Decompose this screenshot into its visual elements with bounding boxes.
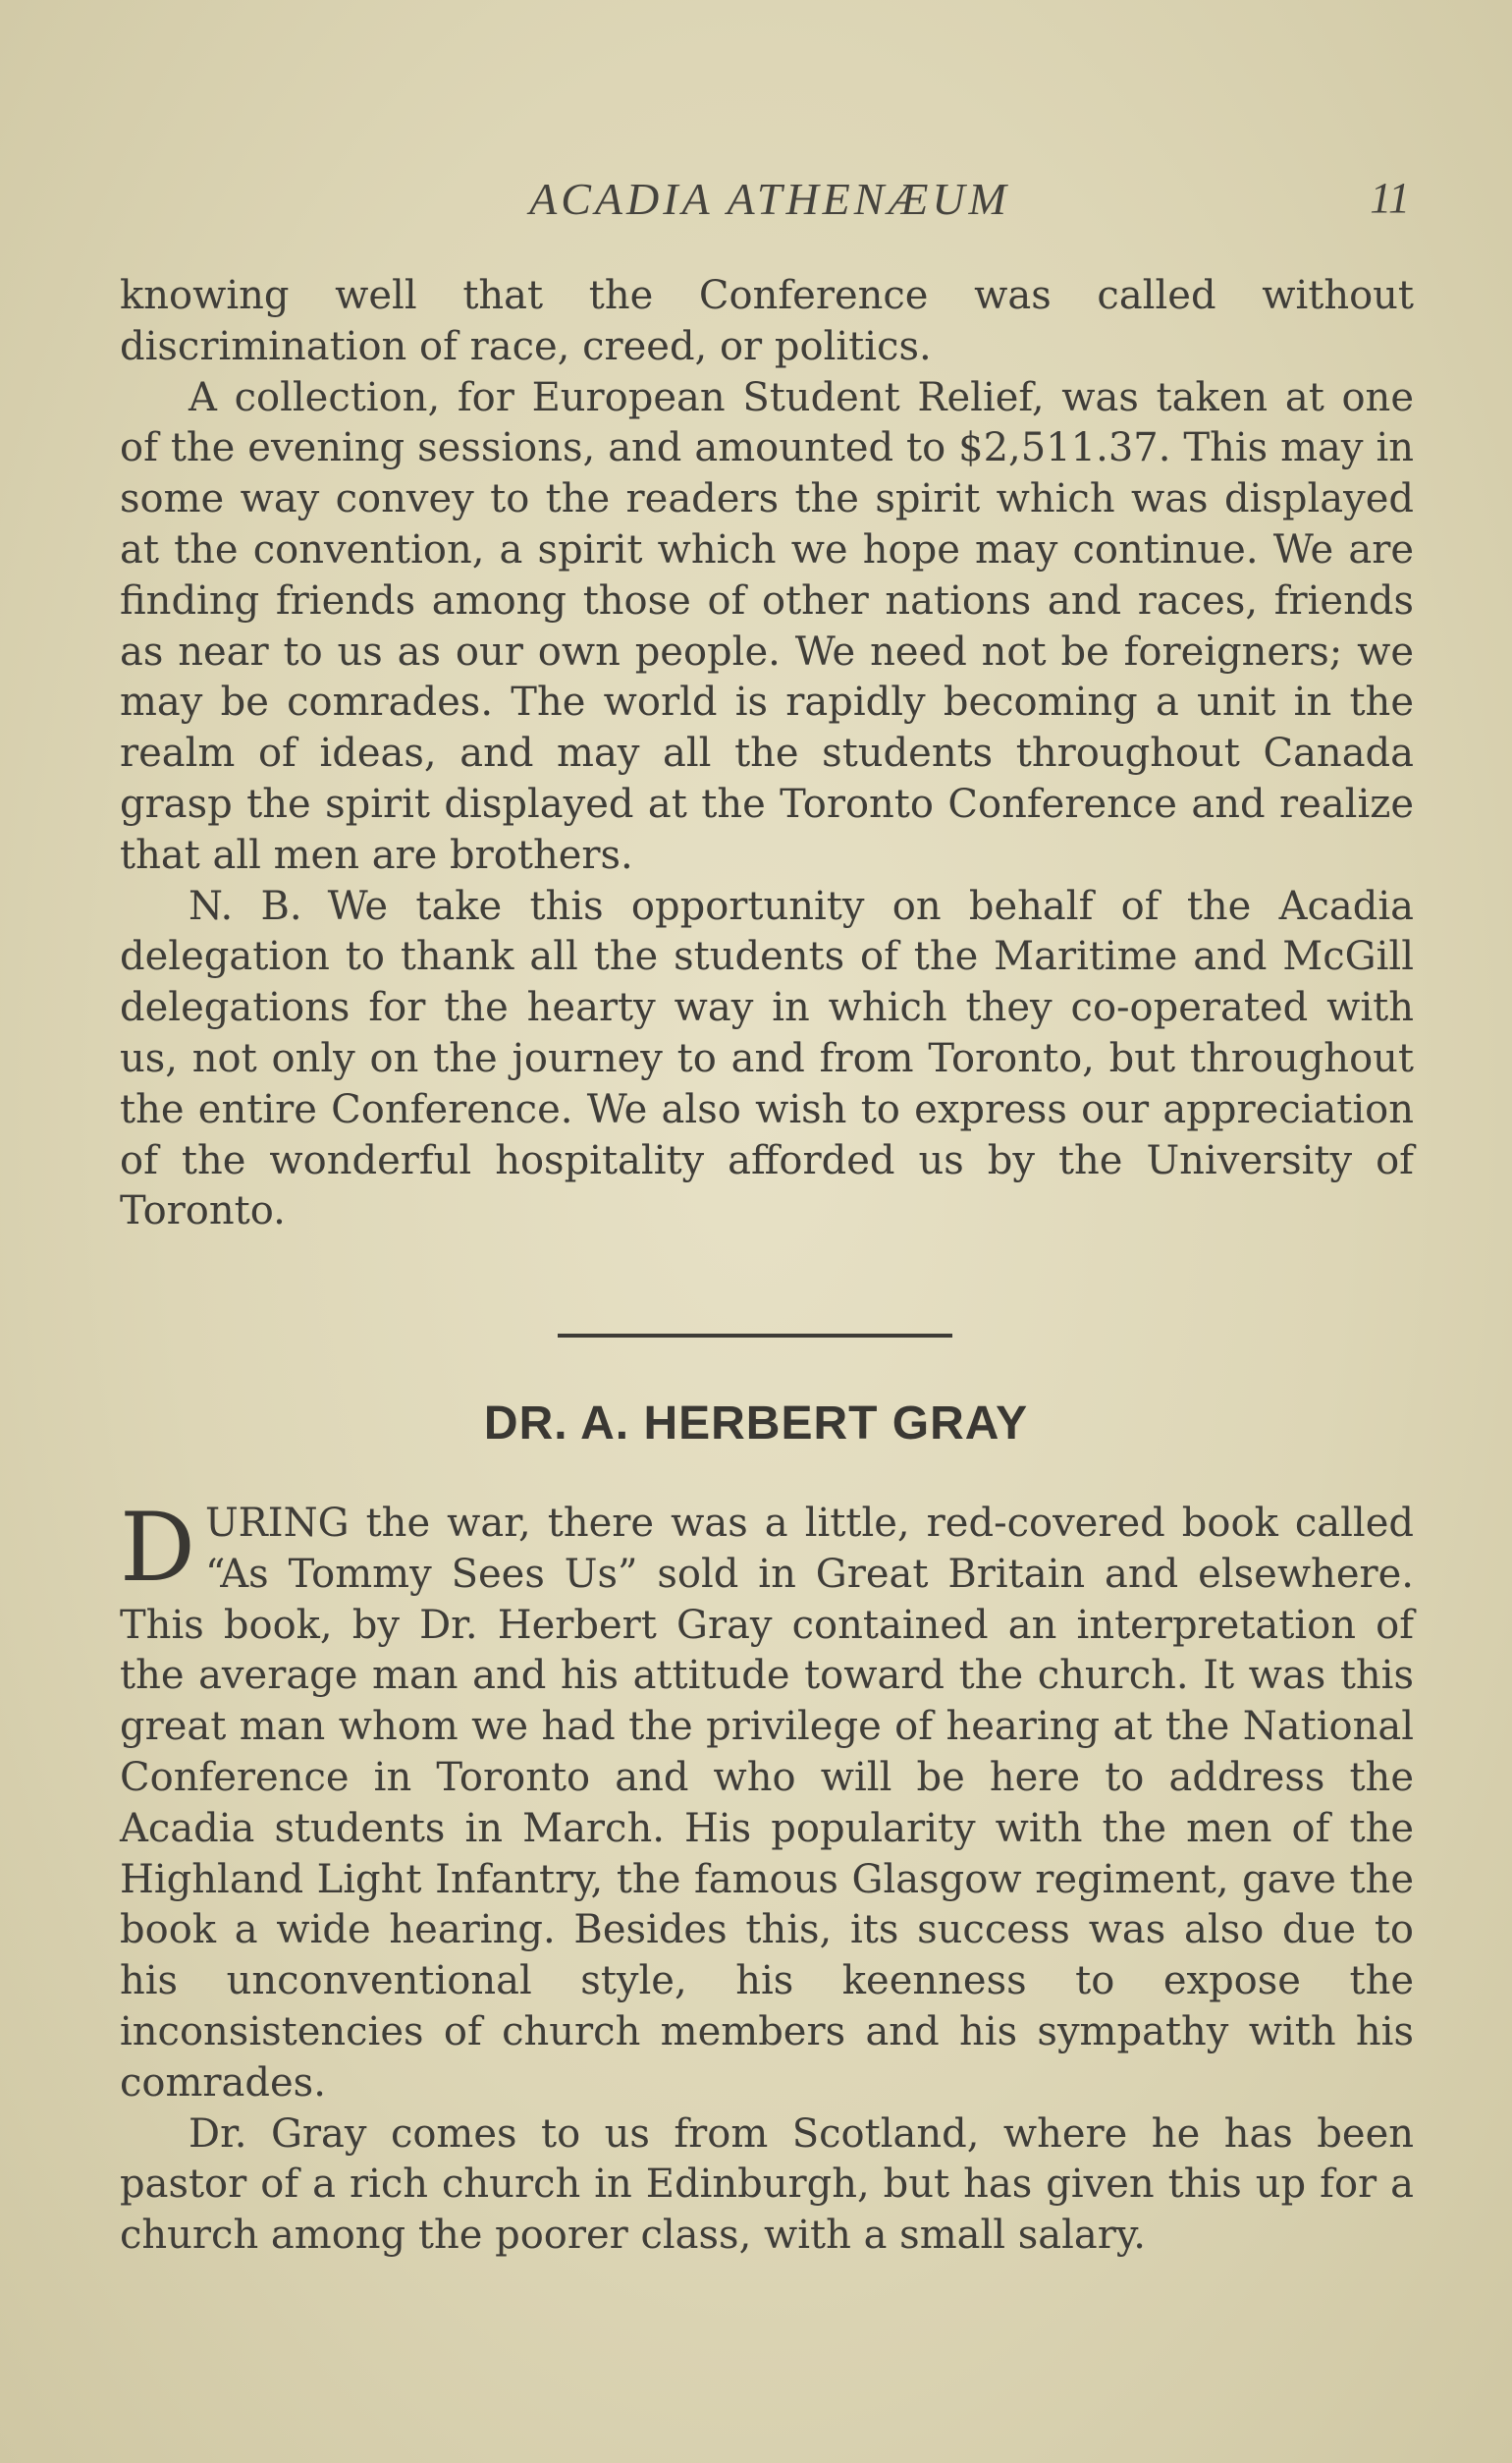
page-number: 11: [1370, 174, 1410, 222]
article-body: [120, 1493, 1414, 2262]
paragraph: Dr. Gray comes to us from Scotland, where he has been pastor of a rich church in Edinburgh, but has given this up for a church among the poorer class, with a small salary.: [120, 2110, 1414, 2259]
nb-label: N. B.: [189, 883, 302, 929]
nb-text: We take this opportunity on behalf of the Acadia delegation to thank all the students of the Maritime and McGill delegations for the hearty way in which they co-operated with us, not only on the journey to and from Toronto, but throughout the entire Conference. We also wish to express our appreciation of the wonderful hospitality afforded us by the University of Toronto.: [120, 883, 1414, 1234]
article-continuation: [120, 271, 1414, 1237]
running-title: ACADIA ATHENÆUM: [529, 174, 1010, 224]
paragraph: knowing well that the Conference was called without discrimination of race, creed, or politics.: [120, 273, 1414, 369]
running-head: [122, 173, 1418, 232]
drop-cap: D: [120, 1493, 195, 1603]
paragraph: [120, 1493, 1414, 2109]
section-divider: [558, 1334, 952, 1338]
paragraph-text: URING the war, there was a little, red-covered book called “As Tommy Sees Us” sold in Great Britain and elsewhere. This book, by Dr. Herbert Gray contained an interpretation of the average man and his attitude toward the church. It was this great man whom we had the privilege of hearing at the National Conference in Toronto and who will be here to address the Acadia students in March. His popularity with the men of the Highland Light Infantry, the famous Glasgow regiment, gave the book a wide hearing. Besides this, its success was also due to his unconventional style, his keenness to expose the inconsistencies of church members and his sympathy with his comrades.: [120, 1501, 1414, 2106]
article-heading: DR. A. HERBERT GRAY: [483, 1397, 1029, 1450]
paragraph: A collection, for European Student Relief, was taken at one of the evening sessions, and amounted to $2,511.37. This may in some way convey to the readers the spirit which was displayed at the convention, a spirit which we hope may continue. We are finding friends among those of other nations and races, friends as near to us as our own people. We need not be foreigners; we may be comrades. The world is rapidly becoming a unit in the realm of ideas, and may all the students throughout Canada grasp the spirit displayed at the Toronto Conference and realize that all men are brothers.: [120, 374, 1414, 878]
paragraph-nb: [120, 882, 1414, 1238]
